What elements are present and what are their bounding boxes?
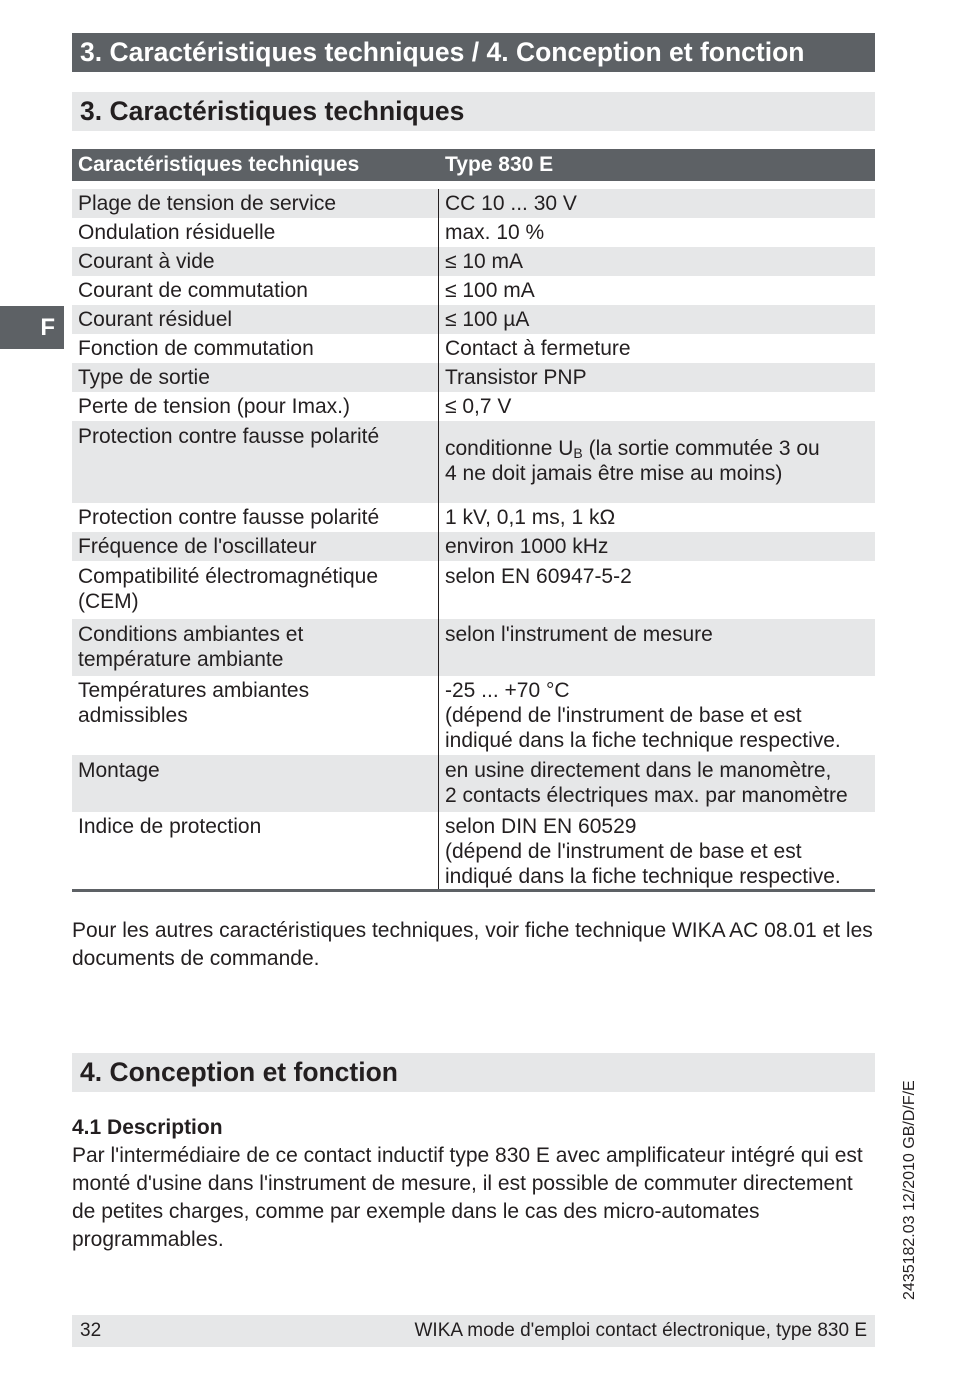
table-row-value: ≤ 0,7 V (445, 395, 512, 418)
table-row-value: Contact à fermeture (445, 337, 631, 360)
table-bottom-rule (72, 889, 875, 892)
language-tab: F (0, 306, 64, 349)
table-row-value: environ 1000 kHz (445, 535, 609, 558)
table-row-label: Indice de protection (78, 815, 262, 838)
table-row (72, 503, 875, 532)
table-row-label: Conditions ambiantes et température ambiante (78, 623, 304, 671)
table-row (72, 247, 875, 276)
table-row (72, 676, 875, 755)
table-row-value: max. 10 % (445, 221, 545, 244)
table-row-label: Protection contre fausse polarité (78, 506, 380, 529)
page-footer (72, 1315, 875, 1347)
table-row-value: selon l'instrument de mesure (445, 623, 713, 646)
section-3-heading: 3. Caractéristiques techniques (72, 92, 875, 131)
table-row (72, 619, 875, 676)
table-row-label: Courant de commutation (78, 279, 308, 302)
table-row-value: selon DIN EN 60529 (dépend de l'instrument de base et est indiqué dans la fiche technique respective. (445, 815, 841, 888)
spec-table (72, 189, 875, 890)
table-row (72, 276, 875, 305)
spec-table-col2-header: Type 830 E (445, 153, 554, 176)
page-number: 32 (80, 1320, 102, 1341)
description-body: Par l'intermédiaire de ce contact inductif type 830 E avec amplificateur intégré qui est monté d'usine dans l'instrument de mesure, il est possible de commuter directement de petites charges, comme par exemple dans le cas des micro-automates programmables. (72, 1144, 863, 1251)
technical-note: Pour les autres caractéristiques techniques, voir fiche technique WIKA AC 08.01 et les documents de commande. (72, 919, 873, 970)
table-row-value: ≤ 100 mA (445, 279, 535, 302)
table-row-label: Températures ambiantes admissibles (78, 679, 310, 727)
table-row (72, 189, 875, 218)
document-code: 2435182.03 12/2010 GB/D/F/E (901, 1080, 918, 1300)
table-row-label: Ondulation résiduelle (78, 221, 276, 244)
table-row-value: 1 kV, 0,1 ms, 1 kΩ (445, 506, 616, 529)
table-row-value: en usine directement dans le manomètre, 2 contacts électriques max. par manomètre (445, 759, 848, 807)
table-row (72, 755, 875, 812)
table-row (72, 392, 875, 421)
section-4-heading: 4. Conception et fonction (72, 1053, 875, 1092)
table-row-label: Courant à vide (78, 250, 215, 273)
spec-table-header (72, 149, 875, 181)
table-row-label: Fonction de commutation (78, 337, 314, 360)
table-row-label: Type de sortie (78, 366, 210, 389)
table-row-value: selon EN 60947-5-2 (445, 565, 632, 588)
description-subheading: 4.1 Description (72, 1116, 223, 1139)
table-row-value: ≤ 100 µA (445, 308, 530, 331)
spec-table-col1-header: Caractéristiques techniques (78, 153, 360, 176)
table-row-value: CC 10 ... 30 V (445, 192, 577, 215)
table-row-label: Protection contre fausse polarité (78, 425, 380, 448)
footer-title: WIKA mode d'emploi contact électronique, type 830 E (414, 1320, 867, 1341)
table-row (72, 561, 875, 619)
table-row (72, 532, 875, 561)
table-row-label: Plage de tension de service (78, 192, 336, 215)
table-row-value: conditionne $U_B$ (la sortie commutée 3 ou 4 ne doit jamais être mise au moins) (445, 437, 820, 485)
table-row (72, 218, 875, 247)
table-column-divider (438, 189, 439, 890)
table-row (72, 812, 875, 890)
table-row-value: Transistor PNP (445, 366, 587, 389)
table-row (72, 334, 875, 363)
table-row-label: Montage (78, 759, 160, 782)
table-row-value: -25 ... +70 °C (dépend de l'instrument de base et est indiqué dans la fiche technique respective. (445, 679, 841, 752)
table-row-label: Courant résiduel (78, 308, 233, 331)
table-row (72, 363, 875, 392)
table-row-value: ≤ 10 mA (445, 250, 524, 273)
page-header-title: 3. Caractéristiques techniques / 4. Conception et fonction (72, 33, 875, 72)
table-row-label: Perte de tension (pour Imax.) (78, 395, 350, 418)
table-row (72, 305, 875, 334)
table-row-label: Compatibilité électromagnétique (CEM) (78, 565, 378, 613)
table-row (72, 421, 875, 503)
table-row-label: Fréquence de l'oscillateur (78, 535, 317, 558)
